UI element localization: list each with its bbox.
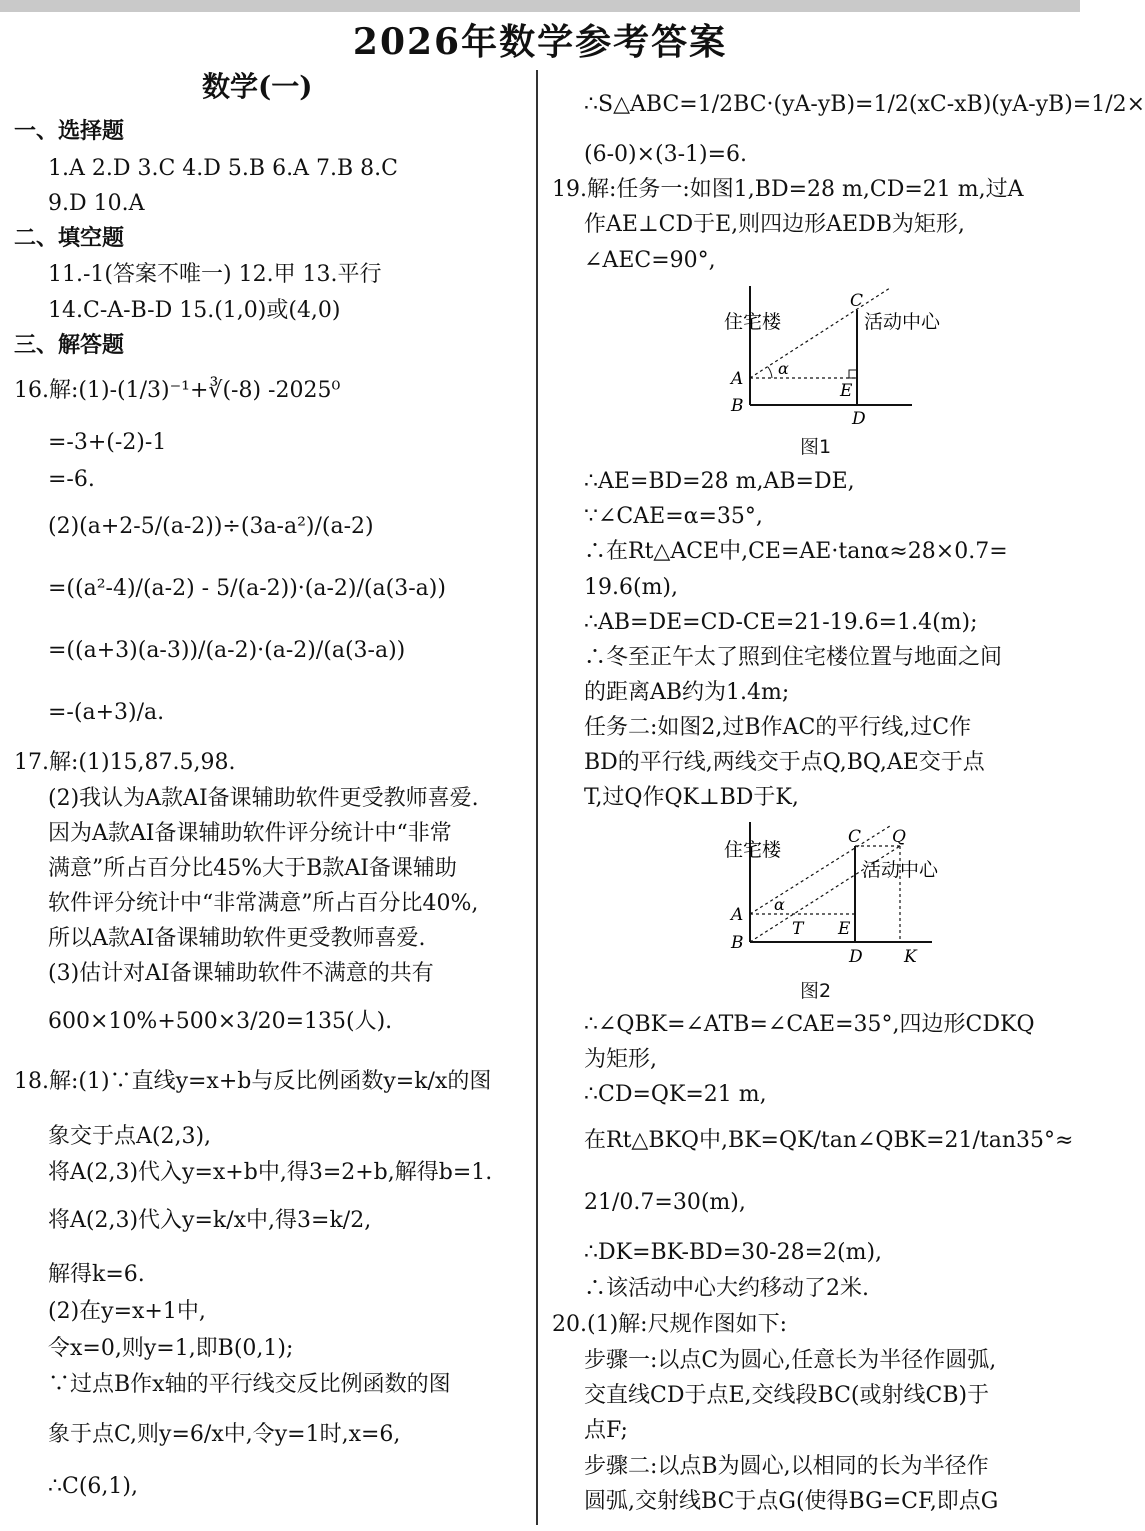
answer-line: =((a+3)(a-3))/(a-2)·(a-2)/(a(3-a)) [48,638,406,663]
answer-line: (3)估计对AI备课辅助软件不满意的共有 [48,961,434,986]
answer-line: 将A(2,3)代入y=k/x中,得3=k/2, [48,1208,372,1233]
figure-2-diagram [712,820,939,970]
answer-line: (2)在y=x+1中, [48,1299,206,1324]
section-heading: 三、解答题 [14,332,125,358]
answer-line: 在Rt△BKQ中,BK=QK/tan∠QBK=21/tan35°≈ [584,1128,1074,1153]
label-A: A [731,905,744,925]
answer-line: 的距离AB约为1.4m; [584,680,790,705]
section-subtitle: 数学(一) [202,70,313,103]
answer-line: 21/0.7=30(m), [584,1190,746,1215]
answer-line: ∴∠QBK=∠ATB=∠CAE=35°,四边形CDKQ [584,1012,1035,1037]
answer-line: ∴冬至正午太了照到住宅楼位置与地面之间 [584,645,1003,670]
label-C: C [850,291,864,311]
center-label: 活动中心 [864,311,941,333]
figure-1-caption: 图1 [800,436,832,458]
answer-line: 点F; [584,1418,628,1443]
answer-line: ∴CD=QK=21 m, [584,1082,767,1107]
answer-line: ∴AE=BD=28 m,AB=DE, [584,469,855,494]
answer-line: 交直线CD于点E,交线段BC(或射线CB)于 [584,1383,990,1408]
label-D: D [852,409,866,429]
answer-line: 象于点C,则y=6/x中,令y=1时,x=6, [48,1422,401,1447]
answer-line: 因为A款AI备课辅助软件评分统计中“非常 [48,821,452,846]
answer-line: =((a²-4)/(a-2) - 5/(a-2))·(a-2)/(a(3-a)) [48,576,446,601]
answer-line: =-3+(-2)-1 [48,430,167,455]
label-E: E [840,381,853,401]
answer-line: 作AE⊥CD于E,则四边形AEDB为矩形, [584,212,965,237]
label-A: A [731,369,744,389]
section-heading: 一、选择题 [14,118,125,144]
answer-line: ∴AB=DE=CD-CE=21-19.6=1.4(m); [584,610,978,635]
answer-line: ∴该活动中心大约移动了2米. [584,1276,869,1301]
answer-line: 9.D 10.A [48,191,145,216]
label-T: T [792,919,804,939]
answer-line: 圆弧,交射线BC于点G(使得BG=CF,即点G [584,1489,999,1514]
answer-line: ∠AEC=90°, [584,248,716,273]
answer-line: 1.A 2.D 3.C 4.D 5.B 6.A 7.B 8.C [48,156,398,181]
answer-line: 14.C-A-B-D 15.(1,0)或(4,0) [48,298,341,323]
top-gray-bar [0,0,1080,12]
answer-line: 象交于点A(2,3), [48,1124,212,1149]
answer-line: 18.解:(1)∵直线y=x+b与反比例函数y=k/x的图 [14,1069,492,1094]
answer-line: 19.解:任务一:如图1,BD=28 m,CD=21 m,过A [552,177,1024,202]
answer-line: 600×10%+500×3/20=135(人). [48,1009,393,1034]
answer-line: 20.(1)解:尺规作图如下: [552,1312,787,1337]
answer-line: 令x=0,则y=1,即B(0,1); [48,1336,294,1361]
answer-line: (2)(a+2-5/(a-2))÷(3a-a²)/(a-2) [48,514,374,539]
building-label: 住宅楼 [724,311,782,333]
label-B: B [731,396,744,416]
label-B: B [731,933,744,953]
label-K: K [904,947,917,967]
center-label: 活动中心 [862,859,939,881]
label-C: C [848,827,862,847]
column-divider [536,70,538,1525]
answer-line: ∴在Rt△ACE中,CE=AE·tanα≈28×0.7= [584,539,1008,564]
answer-line: 软件评分统计中“非常满意”所占百分比40%, [48,891,479,916]
label-alpha: α [778,359,789,378]
answer-line: ∵∠CAE=α=35°, [584,504,763,529]
figure-2-caption: 图2 [800,980,832,1002]
answer-line: (6-0)×(3-1)=6. [584,142,748,167]
answer-line: ∴S△ABC=1/2BC·(yA-yB)=1/2(xC-xB)(yA-yB)=1/2× [584,92,1145,117]
answer-line: 将A(2,3)代入y=x+b中,得3=2+b,解得b=1. [48,1160,493,1185]
answer-line: 19.6(m), [584,575,679,600]
answer-line: 步骤二:以点B为圆心,以相同的长为半径作 [584,1454,989,1479]
building-label: 住宅楼 [724,839,782,861]
label-D: D [849,947,863,967]
answer-line: 任务二:如图2,过B作AC的平行线,过C作 [584,715,972,740]
answer-line: 所以A款AI备课辅助软件更受教师喜爱. [48,926,426,951]
label-alpha: α [774,895,785,914]
answer-line: 步骤一:以点C为圆心,任意长为半径作圆弧, [584,1348,997,1373]
answer-line: 17.解:(1)15,87.5,98. [14,750,236,775]
answer-line: =-(a+3)/a. [48,700,165,725]
answer-line: 满意”所占百分比45%大于B款AI备课辅助 [48,856,457,881]
answer-line: 16.解:(1)-(1/3)⁻¹+∛(-8) -2025⁰ [14,378,341,403]
answer-line: (2)我认为A款AI备课辅助软件更受教师喜爱. [48,786,479,811]
answer-line: T,过Q作QK⊥BD于K, [584,785,799,810]
answer-line: ∴C(6,1), [48,1474,138,1499]
answer-line: 为矩形, [584,1047,657,1072]
answer-line: ∵过点B作x轴的平行线交反比例函数的图 [48,1372,451,1397]
answer-line: BD的平行线,两线交于点Q,BQ,AE交于点 [584,750,985,775]
answer-line: 解得k=6. [48,1262,145,1287]
section-heading: 二、填空题 [14,225,125,251]
answer-line: 11.-1(答案不唯一) 12.甲 13.平行 [48,262,382,287]
label-Q: Q [892,827,906,847]
page-title: 2026年数学参考答案 [352,21,728,63]
answer-line: ∴DK=BK-BD=30-28=2(m), [584,1240,883,1265]
label-E: E [838,919,851,939]
answer-line: =-6. [48,467,95,492]
